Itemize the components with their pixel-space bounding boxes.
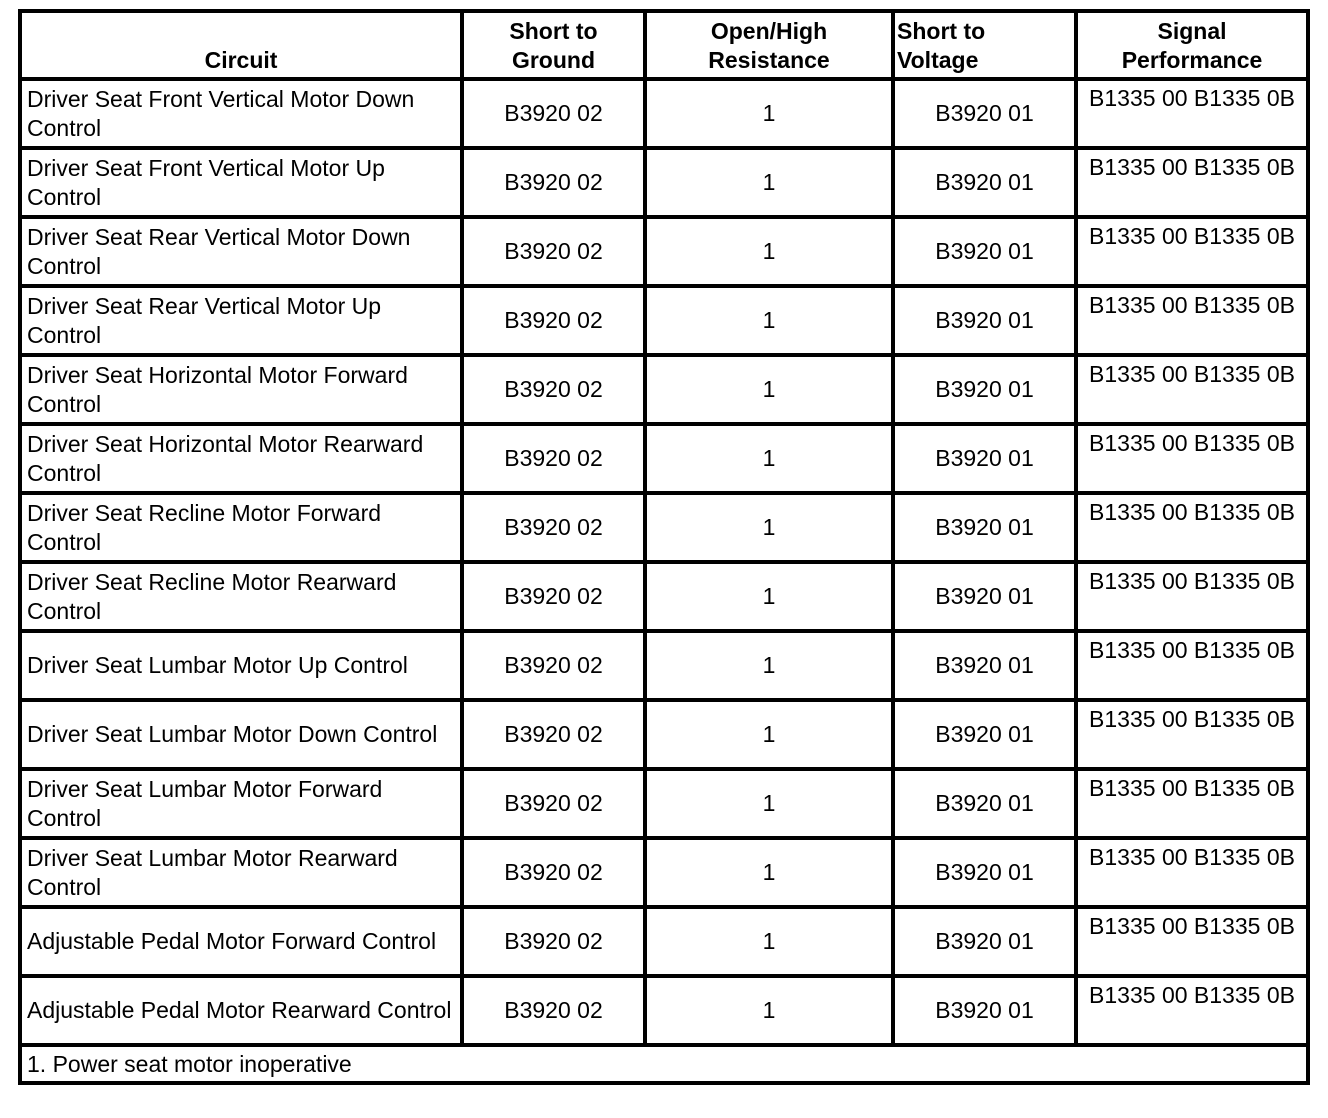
table-row — [20, 286, 1308, 355]
table-row — [20, 631, 1308, 700]
cell-signal-performance: B1335 00 B1335 0B — [1076, 217, 1308, 286]
header-short-to-voltage: Short to Voltage — [893, 11, 1076, 79]
cell-circuit: Driver Seat Lumbar Motor Forward Control — [20, 769, 462, 838]
cell-short-to-ground: B3920 02 — [462, 907, 645, 976]
cell-short-to-voltage: B3920 01 — [893, 769, 1076, 838]
cell-signal-performance: B1335 00 B1335 0B — [1076, 424, 1308, 493]
footnote: 1. Power seat motor inoperative — [20, 1045, 1308, 1083]
cell-signal-performance: B1335 00 B1335 0B — [1076, 562, 1308, 631]
cell-short-to-voltage: B3920 01 — [893, 148, 1076, 217]
cell-short-to-voltage: B3920 01 — [893, 562, 1076, 631]
cell-circuit: Driver Seat Recline Motor Rearward Control — [20, 562, 462, 631]
table-row — [20, 976, 1308, 1045]
cell-circuit: Driver Seat Lumbar Motor Rearward Control — [20, 838, 462, 907]
header-short-to-ground: Short to Ground — [462, 11, 645, 79]
cell-signal-performance: B1335 00 B1335 0B — [1076, 838, 1308, 907]
cell-circuit: Adjustable Pedal Motor Rearward Control — [20, 976, 462, 1045]
cell-open-high-resistance: 1 — [645, 907, 893, 976]
table-row — [20, 769, 1308, 838]
cell-signal-performance: B1335 00 B1335 0B — [1076, 286, 1308, 355]
table-row — [20, 907, 1308, 976]
cell-signal-performance: B1335 00 B1335 0B — [1076, 631, 1308, 700]
header-circuit: Circuit — [20, 11, 462, 79]
cell-open-high-resistance: 1 — [645, 148, 893, 217]
cell-circuit: Driver Seat Front Vertical Motor Up Control — [20, 148, 462, 217]
cell-open-high-resistance: 1 — [645, 562, 893, 631]
cell-open-high-resistance: 1 — [645, 493, 893, 562]
cell-short-to-voltage: B3920 01 — [893, 838, 1076, 907]
header-signal-performance: Signal Performance — [1076, 11, 1308, 79]
table-row — [20, 493, 1308, 562]
cell-short-to-ground: B3920 02 — [462, 700, 645, 769]
cell-open-high-resistance: 1 — [645, 79, 893, 148]
cell-circuit: Driver Seat Rear Vertical Motor Up Control — [20, 286, 462, 355]
footnote-row — [20, 1045, 1308, 1083]
cell-short-to-ground: B3920 02 — [462, 424, 645, 493]
cell-short-to-voltage: B3920 01 — [893, 217, 1076, 286]
cell-signal-performance: B1335 00 B1335 0B — [1076, 907, 1308, 976]
dtc-symptom-table — [18, 9, 1310, 1085]
cell-open-high-resistance: 1 — [645, 286, 893, 355]
dtc-table-container — [18, 9, 1308, 1085]
cell-signal-performance: B1335 00 B1335 0B — [1076, 148, 1308, 217]
cell-short-to-ground: B3920 02 — [462, 976, 645, 1045]
table-row — [20, 148, 1308, 217]
cell-short-to-voltage: B3920 01 — [893, 493, 1076, 562]
cell-short-to-voltage: B3920 01 — [893, 700, 1076, 769]
table-row — [20, 838, 1308, 907]
cell-short-to-ground: B3920 02 — [462, 562, 645, 631]
cell-signal-performance: B1335 00 B1335 0B — [1076, 493, 1308, 562]
cell-open-high-resistance: 1 — [645, 838, 893, 907]
cell-circuit: Driver Seat Front Vertical Motor Down Control — [20, 79, 462, 148]
table-row — [20, 424, 1308, 493]
table-row — [20, 355, 1308, 424]
cell-open-high-resistance: 1 — [645, 355, 893, 424]
cell-short-to-voltage: B3920 01 — [893, 907, 1076, 976]
cell-signal-performance: B1335 00 B1335 0B — [1076, 355, 1308, 424]
cell-open-high-resistance: 1 — [645, 424, 893, 493]
cell-circuit: Driver Seat Horizontal Motor Forward Control — [20, 355, 462, 424]
table-row — [20, 562, 1308, 631]
cell-circuit: Driver Seat Recline Motor Forward Control — [20, 493, 462, 562]
cell-short-to-voltage: B3920 01 — [893, 79, 1076, 148]
cell-short-to-ground: B3920 02 — [462, 769, 645, 838]
cell-short-to-voltage: B3920 01 — [893, 355, 1076, 424]
cell-signal-performance: B1335 00 B1335 0B — [1076, 769, 1308, 838]
cell-short-to-ground: B3920 02 — [462, 79, 645, 148]
cell-short-to-ground: B3920 02 — [462, 286, 645, 355]
cell-short-to-ground: B3920 02 — [462, 838, 645, 907]
table-body — [20, 79, 1308, 1045]
cell-signal-performance: B1335 00 B1335 0B — [1076, 976, 1308, 1045]
cell-circuit: Driver Seat Rear Vertical Motor Down Control — [20, 217, 462, 286]
cell-short-to-voltage: B3920 01 — [893, 631, 1076, 700]
cell-short-to-ground: B3920 02 — [462, 631, 645, 700]
cell-short-to-voltage: B3920 01 — [893, 424, 1076, 493]
cell-circuit: Driver Seat Lumbar Motor Up Control — [20, 631, 462, 700]
table-row — [20, 217, 1308, 286]
cell-short-to-ground: B3920 02 — [462, 217, 645, 286]
cell-open-high-resistance: 1 — [645, 976, 893, 1045]
cell-signal-performance: B1335 00 B1335 0B — [1076, 700, 1308, 769]
cell-open-high-resistance: 1 — [645, 769, 893, 838]
cell-short-to-ground: B3920 02 — [462, 148, 645, 217]
cell-circuit: Adjustable Pedal Motor Forward Control — [20, 907, 462, 976]
cell-open-high-resistance: 1 — [645, 700, 893, 769]
cell-open-high-resistance: 1 — [645, 217, 893, 286]
cell-short-to-ground: B3920 02 — [462, 493, 645, 562]
table-header-row — [20, 11, 1308, 79]
cell-short-to-voltage: B3920 01 — [893, 976, 1076, 1045]
table-row — [20, 700, 1308, 769]
cell-open-high-resistance: 1 — [645, 631, 893, 700]
cell-short-to-ground: B3920 02 — [462, 355, 645, 424]
table-row — [20, 79, 1308, 148]
cell-circuit: Driver Seat Horizontal Motor Rearward Control — [20, 424, 462, 493]
cell-signal-performance: B1335 00 B1335 0B — [1076, 79, 1308, 148]
header-open-high-resistance: Open/High Resistance — [645, 11, 893, 79]
cell-circuit: Driver Seat Lumbar Motor Down Control — [20, 700, 462, 769]
cell-short-to-voltage: B3920 01 — [893, 286, 1076, 355]
